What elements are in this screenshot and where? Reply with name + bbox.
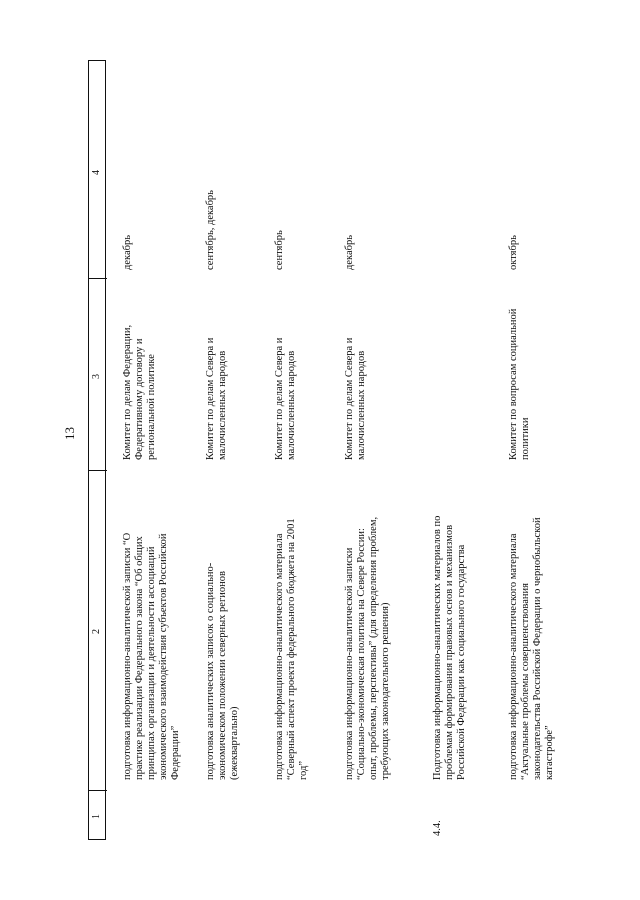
column-number-3: 3 [91, 374, 102, 379]
table-row-deadline: сентябрь, декабрь [205, 190, 216, 270]
table-row-task: подготовка информационно-аналитической записки “О практике реализации Федерального закона “Об общих принципах организации и деятельности ассоциаций экономического взаимодействия субъектов Российской Федерации” [122, 532, 182, 780]
table-row-committee: Комитет по вопросам социальной политики [508, 308, 532, 460]
column-number-4: 4 [91, 170, 102, 175]
page-number: 13 [62, 427, 77, 440]
table-row-task: подготовка информационно-аналитического материала “Северный аспект проекта федерального бюджета на 2001 год” [274, 518, 310, 780]
table-row-committee: Комитет по делам Севера и малочисленных народов [344, 337, 368, 460]
table-row-task: подготовка аналитических записок о социально-экономическом положении северных регионов (ежеквартально) [205, 562, 241, 780]
table-row-committee: Комитет по делам Федерации, Федеративному договору и региональной политике [122, 324, 158, 460]
table-row-task: подготовка информационно-аналитической записки “Социально-экономическая политика на Севере России: опыт, проблемы, перспективы” (для определения проблем, требующих законодательного решения) [344, 516, 392, 780]
table-row-deadline: октябрь [508, 235, 519, 270]
table-row-task: Подготовка информационно-аналитических материалов по проблемам формирования правовых основ и механизмов Российской Федерации как социального государства [432, 515, 468, 780]
section-number: 4.4. [432, 820, 443, 836]
table-row-task: подготовка информационно-аналитического материала “Актуальные проблемы совершенствования законодательства Российской Федерации о чернобыльской катастрофе” [508, 517, 556, 780]
table-row-committee: Комитет по делам Севера и малочисленных народов [205, 337, 229, 460]
table-row-deadline: декабрь [122, 235, 133, 270]
column-number-2: 2 [91, 629, 102, 634]
column-number-1: 1 [91, 814, 102, 819]
table-row-deadline: сентябрь [274, 230, 285, 270]
table-header [88, 60, 106, 840]
plan-table [88, 60, 608, 840]
table-row-committee: Комитет по делам Севера и малочисленных народов [274, 337, 298, 460]
table-row-deadline: декабрь [344, 235, 355, 270]
